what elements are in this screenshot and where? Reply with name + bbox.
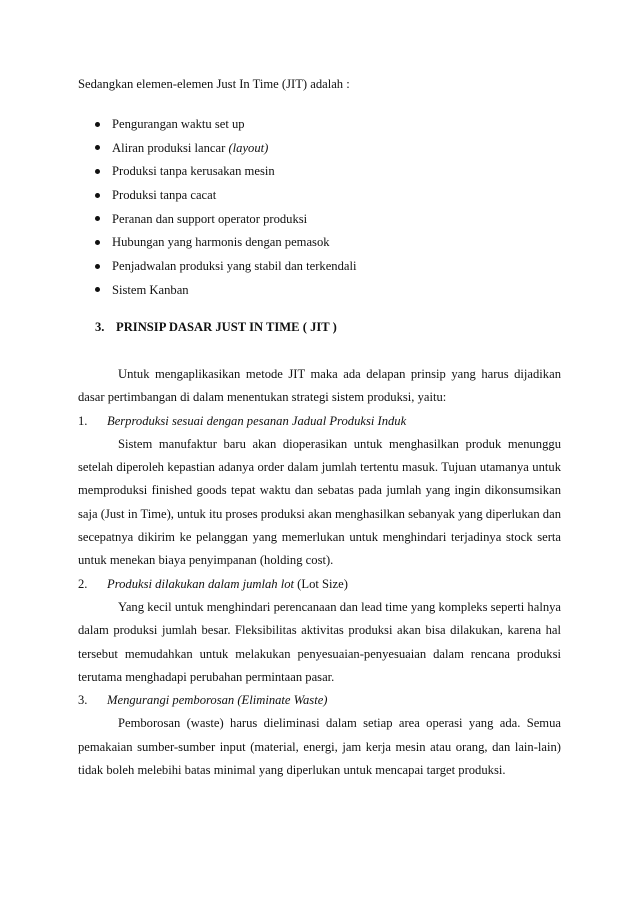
bullet-icon <box>95 240 100 245</box>
principle-paragraph-3: Pemborosan (waste) harus dieliminasi dalam setiap area operasi yang ada. Semua pemakaian sumber-sumber input (material, energi, jam kerja mesin atau orang, dan lain-lain) tidak boleh melebihi batas minimal yang diperlukan untuk mencapai target produksi. <box>78 716 561 778</box>
list-item: Sistem Kanban <box>95 279 356 303</box>
bullet-icon <box>95 169 100 174</box>
intro-line: Sedangkan elemen-elemen Just In Time (JIT) adalah : <box>78 77 350 91</box>
list-item: Hubungan yang harmonis dengan pemasok <box>95 231 356 255</box>
principle-paragraph-1: Sistem manufaktur baru akan dioperasikan untuk menghasilkan produk menunggu setelah diperoleh kepastian adanya order dalam jumlah tertentu masuk. Tujuan utamanya untuk memproduksi finished goods tepat waktu dan sebatas pada jumlah yang ingin dikonsumsikan saja (Just in Time), untuk itu proses produksi akan menghasilkan sebanyak yang diperlukan dan secepatnya dikirim ke pelanggan yang memerlukan untuk menghindari terjadinya stock serta untuk menekan biaya penyimpanan (holding cost). <box>78 436 561 568</box>
section-title: PRINSIP DASAR JUST IN TIME ( JIT ) <box>116 320 337 334</box>
section-number: 3. <box>95 320 105 334</box>
bullet-icon <box>95 287 100 292</box>
principle-paragraph-2: Yang kecil untuk menghindari perencanaan dan lead time yang kompleks seperti halnya dalam produksi jumlah besar. Fleksibilitas aktivitas produksi akan bisa dilakukan, karena hal tersebut memudahkan untuk melakukan penyesuaian-penyesuaian dalam rencana produksi terutama menghadapi perubahan permintaan pasar. <box>78 599 561 684</box>
bullet-icon <box>95 122 100 127</box>
bullet-icon <box>95 264 100 269</box>
list-item: Pengurangan waktu set up <box>95 113 356 137</box>
bullet-icon <box>95 193 100 198</box>
bullet-icon <box>95 145 100 150</box>
list-item: Produksi tanpa cacat <box>95 184 356 208</box>
list-item: Produksi tanpa kerusakan mesin <box>95 160 356 184</box>
list-item: Penjadwalan produksi yang stabil dan terkendali <box>95 255 356 279</box>
bullet-icon <box>95 216 100 221</box>
section-body <box>78 363 561 782</box>
intro-paragraph: Untuk mengaplikasikan metode JIT maka ada delapan prinsip yang harus dijadikan dasar pertimbangan di dalam menentukan strategi sistem produksi, yaitu: <box>78 367 561 405</box>
principle-heading-2: 2. Produksi dilakukan dalam jumlah lot (Lot Size) <box>78 576 348 591</box>
principle-heading-3: 3. Mengurangi pemborosan (Eliminate Waste) <box>78 693 328 708</box>
section-heading <box>95 320 337 335</box>
list-item: Peranan dan support operator produksi <box>95 208 356 232</box>
principle-heading-1: 1. Berproduksi sesuai dengan pesanan Jadual Produksi Induk <box>78 413 407 428</box>
jit-elements-list <box>95 113 356 303</box>
list-item: Aliran produksi lancar (layout) <box>95 137 356 161</box>
